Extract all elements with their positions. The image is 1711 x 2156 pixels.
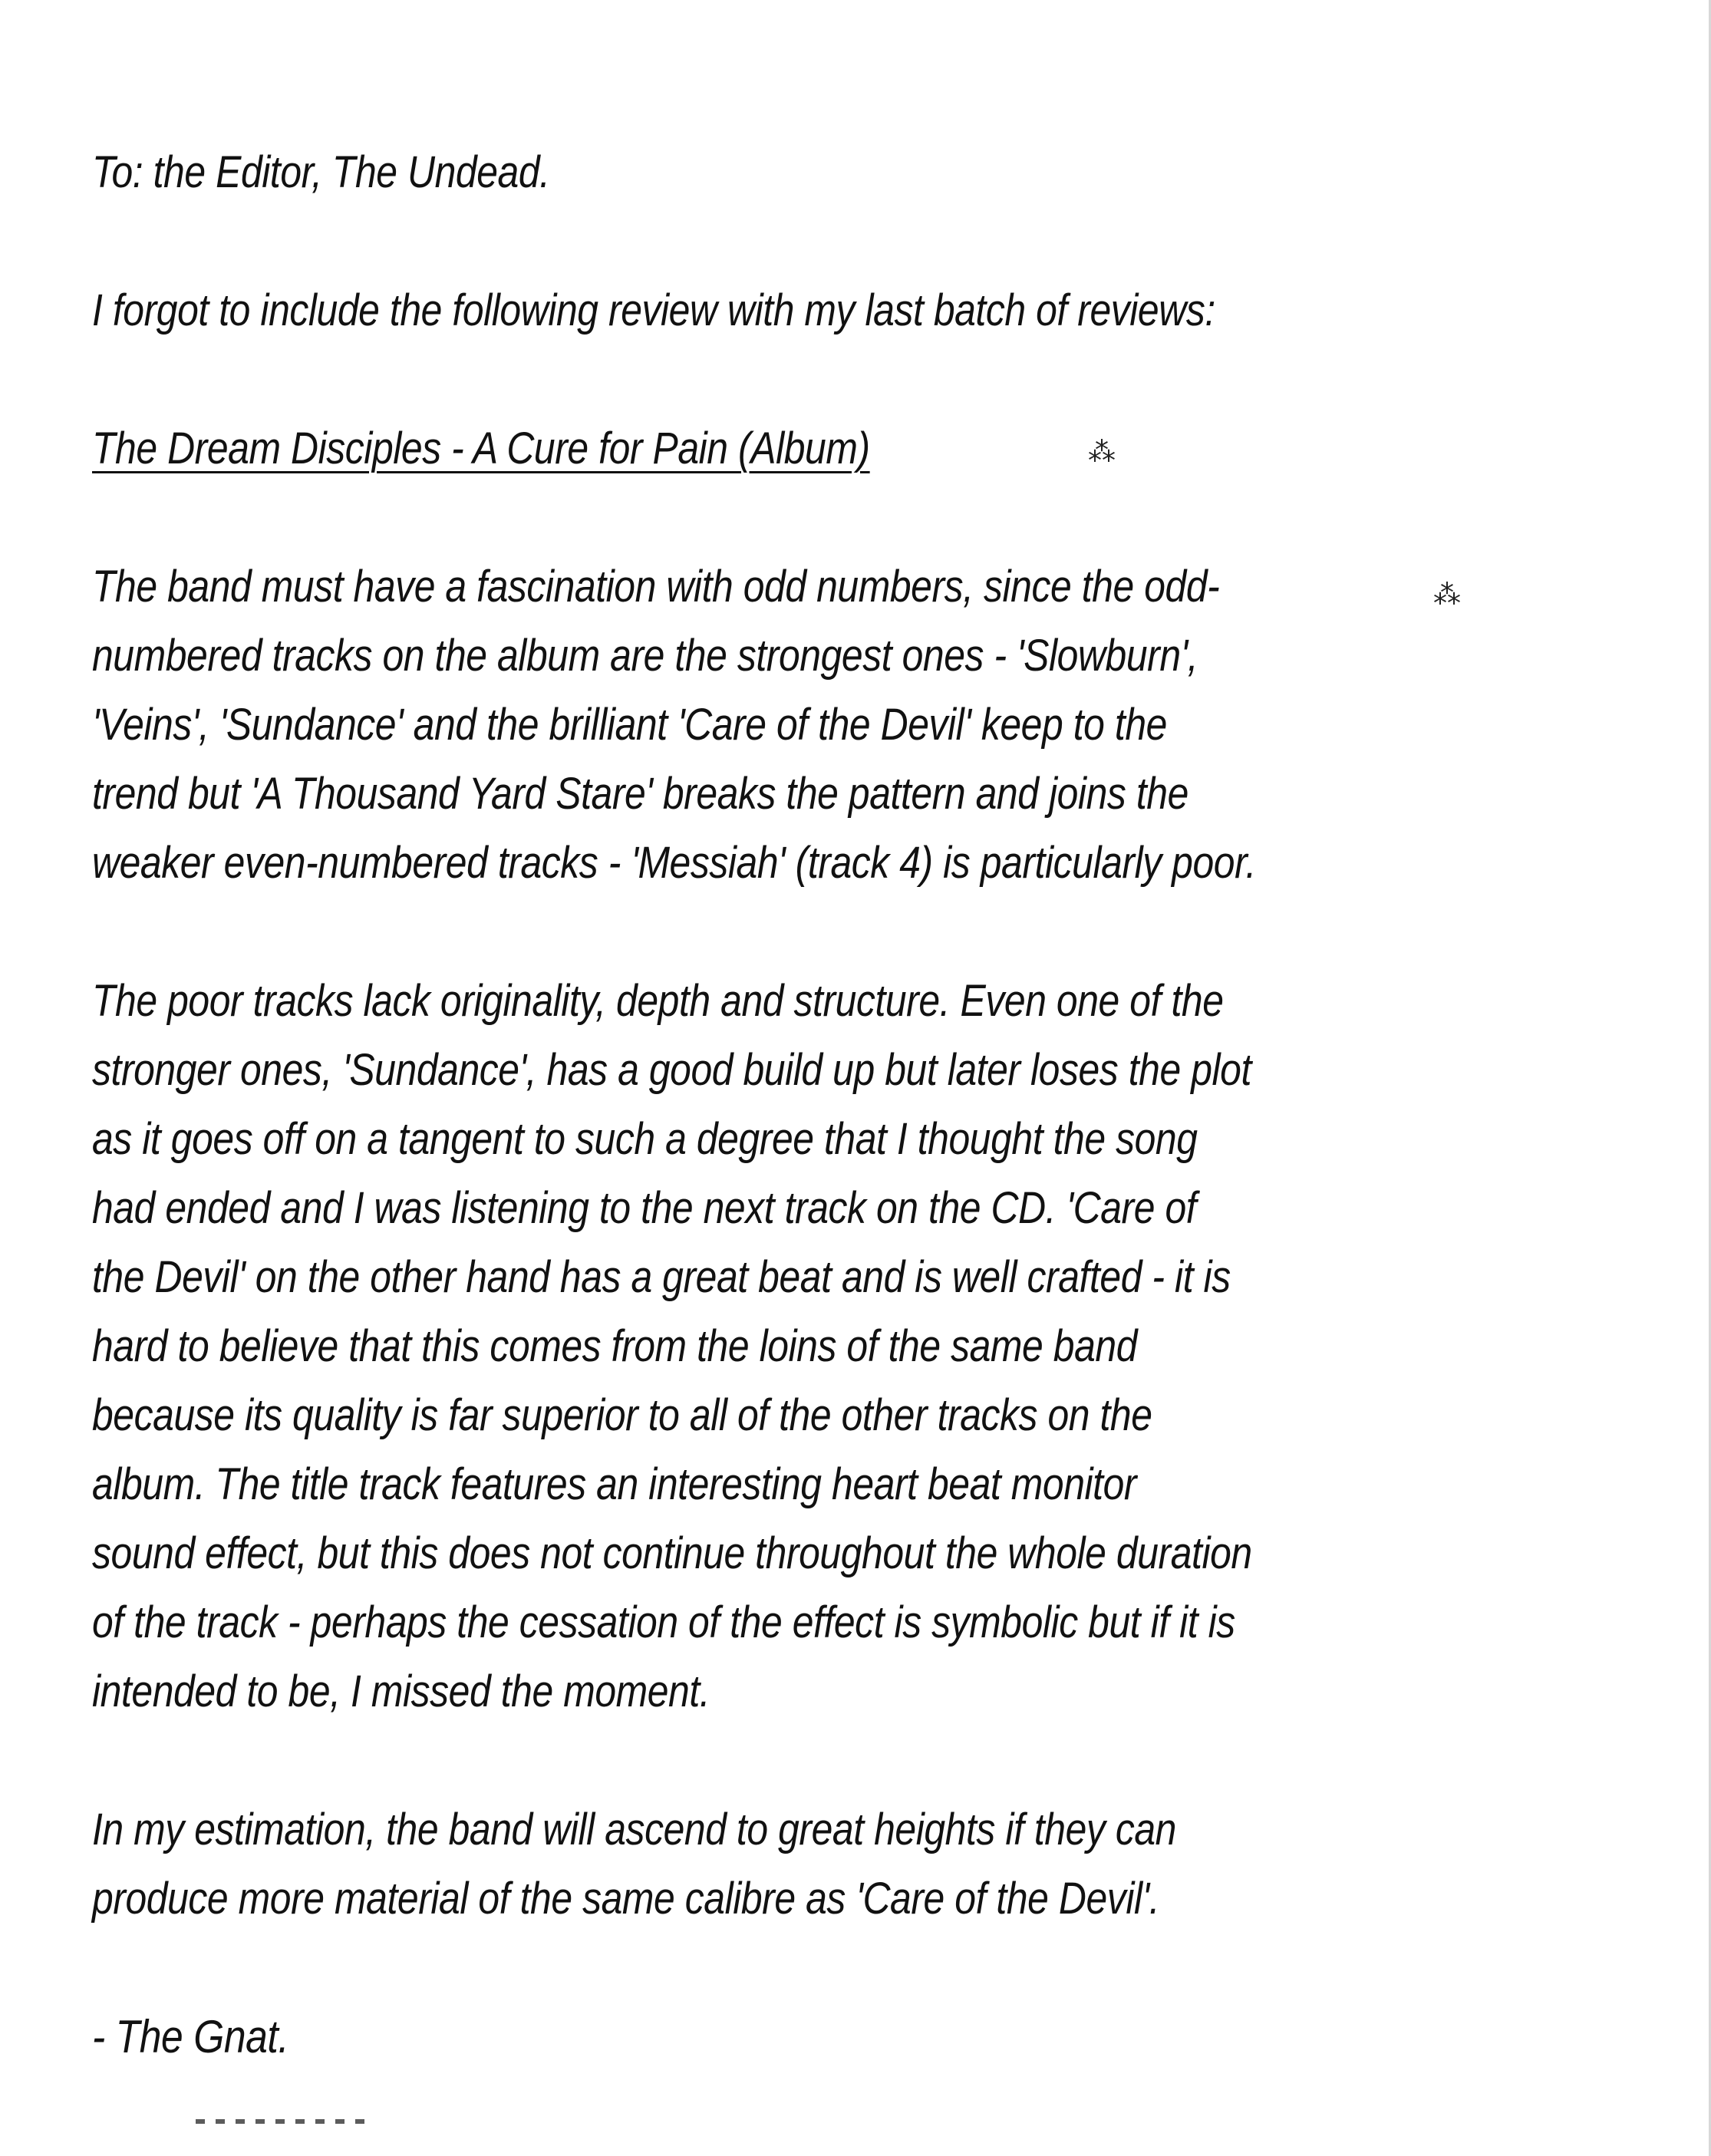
- paragraph-2: [92, 967, 1346, 1726]
- faint-scan-trace: [196, 2119, 364, 2124]
- signoff-text: - The Gnat.: [92, 2011, 289, 2062]
- paragraph-line: because its quality is far superior to all of the other tracks on the: [92, 1390, 1152, 1440]
- signoff: [92, 2003, 1346, 2072]
- addressee-text: To: the Editor, The Undead.: [92, 147, 550, 197]
- scan-speck-icon: ⁂: [1433, 579, 1461, 611]
- paragraph-3: [92, 1795, 1346, 1933]
- paragraph-line: intended to be, I missed the moment.: [92, 1666, 710, 1716]
- paragraph-line: 'Veins', 'Sundance' and the brilliant 'Care of the Devil' keep to the: [92, 700, 1167, 750]
- paragraph-line: hard to believe that this comes from the loins of the same band: [92, 1321, 1138, 1371]
- paragraph-line: weaker even-numbered tracks - 'Messiah' (track 4) is particularly poor.: [92, 838, 1256, 888]
- paragraph-line: produce more material of the same calibre as 'Care of the Devil'.: [92, 1874, 1160, 1924]
- paragraph-line: In my estimation, the band will ascend to great heights if they can: [92, 1805, 1176, 1854]
- paragraph-line: The poor tracks lack originality, depth and structure. Even one of the: [92, 976, 1224, 1026]
- paragraph-line: album. The title track features an interesting heart beat monitor: [92, 1459, 1137, 1509]
- paragraph-line: sound effect, but this does not continue throughout the whole duration: [92, 1528, 1252, 1578]
- addressee-line: [92, 138, 1346, 207]
- paragraph-line: the Devil' on the other hand has a great beat and is well crafted - it is: [92, 1252, 1231, 1302]
- paragraph-1: [92, 552, 1346, 898]
- paragraph-line: trend but 'A Thousand Yard Stare' breaks the pattern and joins the: [92, 769, 1188, 819]
- review-title: [92, 414, 1346, 483]
- paragraph-line: The band must have a fascination with odd numbers, since the odd-: [92, 562, 1220, 612]
- paragraph-line: of the track - perhaps the cessation of the effect is symbolic but if it is: [92, 1597, 1235, 1647]
- review-title-text: The Dream Disciples - A Cure for Pain (Album): [92, 424, 870, 473]
- paragraph-line: numbered tracks on the album are the strongest ones - 'Slowburn',: [92, 631, 1198, 681]
- paragraph-line: had ended and I was listening to the next track on the CD. 'Care of: [92, 1183, 1197, 1233]
- intro-line: [92, 276, 1346, 345]
- paragraph-line: stronger ones, 'Sundance', has a good build up but later loses the plot: [92, 1045, 1251, 1095]
- paragraph-line: as it goes off on a tangent to such a degree that I thought the song: [92, 1114, 1198, 1164]
- intro-text: I forgot to include the following review with my last batch of reviews:: [92, 285, 1215, 335]
- scan-speck-icon: ⁂: [1088, 437, 1116, 468]
